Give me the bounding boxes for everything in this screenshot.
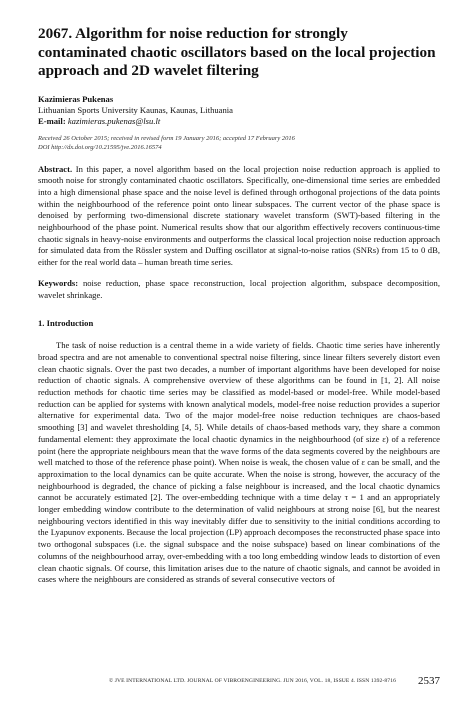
email-address[interactable]: kazimieras.pukenas@lsu.lt [67, 115, 161, 126]
abstract-label: Abstract. [38, 163, 73, 174]
keywords [38, 278, 440, 301]
keywords-text: noise reduction, phase space reconstruction, local projection algorithm, subspace decomposition, wavelet shrinkage. [38, 277, 440, 300]
abstract-text: In this paper, a novel algorithm based on the local projection noise reduction approach is applied to smooth noise for strongly contaminated chaotic oscillators. Specifically, one-dimensional time series are embedded into a high dimensional phase space and the noise level is defined through orthogonal projections of the data points within the neighbourhood of the reference point onto linear subspaces. The current vector of the phase space is denoised by performing two-dimensional discrete stationary wavelet transform (SWT)-based filtering in the neighbourhood of the phase point. Numerical results show that our algorithm effectively recovers continuous-time chaotic signals in heavy-noise environments and outperforms the classical local projection noise reduction approach for simulated data from the Rössler system and Duffing oscillator at signal-to-noise ratios (SNRs) from 15 to 0 dB, either for the real world data – human breath time series. [38, 163, 440, 268]
abstract [38, 164, 440, 269]
keywords-label: Keywords: [38, 277, 79, 288]
author-email-line [38, 116, 440, 127]
introduction-paragraph: The task of noise reduction is a central theme in a wide variety of fields. Chaotic time series have inherently broad spectra and are not amenable to conventional spectral noise filtering, since linear filters severely distort even clean chaotic signals. Over the past two decades, a number of important algorithms have been developed for noise reduction of chaotic signals. A comprehensive overview of these algorithms can be found in [1, 2]. All noise reduction methods for chaotic time series may be classified as model-based or model-free. While model-based reduction can be applied for systems with known analytical models, model-free noise reduction provides a superior alternative for experimental data. Two of the major model-free noise reduction techniques are chaos-based smoothing [3] and wavelet thresholding [4, 5]. While details of chaos-based methods vary, they share a common fundamental element: they approximate the local chaotic dynamics in the neighbourhood (of size ε) of a reference point (here the appropriate neighbours mean that the wave forms of the data segments covered by the neighbours are well matched to those of the reference phase point). When noise is weak, the chosen value of ε can be small, and the approximation to the local dynamics can be quite accurate. When the noise is strong, however, the accuracy of the neighbourhood is degraded, the chance of picking a false neighbour is increased, and the local chaotic dynamics cannot be accurately estimated [2]. The over-embedding technique with a time delay τ = 1 and an appropriately longer embedding window contribute to the determination of valid neighbours at strong noise [6], but the nearest neighbouring vectors identified in this way inevitably differ due to sensitivity to the initial conditions according to the Lyapunov exponents. Because the local projection (LP) approach decomposes the reconstructed phase space into two orthogonal subspaces (i.e. the signal subspace and the noise subspace) based on linear combinations of the columns of the neighbourhood array, over-embedding with a too long embedding window leads to distortion of even clean chaotic signals. Of course, this limitation arises due to the nature of chaotic signals, and cannot be avoided in cases where the neighbours are considered as strands of several consecutive vectors of [38, 340, 440, 585]
page-number: 2537 [418, 675, 440, 687]
doi-link[interactable]: DOI http://dx.doi.org/10.21595/jve.2016.16574 [38, 143, 162, 151]
journal-footer: © JVE INTERNATIONAL LTD. JOURNAL OF VIBROENGINEERING. JUN 2016, VOL. 18, ISSUE 4. ISSN 1392-8716 [108, 678, 396, 684]
author-affiliation: Lithuanian Sports University Kaunas, Kaunas, Lithuania [38, 104, 233, 115]
section-heading: 1. Introduction [38, 318, 94, 329]
author-name: Kazimieras Pukenas [38, 93, 114, 104]
email-label: E-mail: [38, 115, 66, 126]
article-page [38, 25, 440, 586]
received-dates: Received 26 October 2015; received in revised form 19 January 2016; accepted 17 February 2016 [38, 134, 295, 142]
page-footer [38, 675, 440, 689]
paper-title: 2067. Algorithm for noise reduction for strongly contaminated chaotic oscillators based on the local projection approach and 2D wavelet filtering [38, 25, 436, 79]
